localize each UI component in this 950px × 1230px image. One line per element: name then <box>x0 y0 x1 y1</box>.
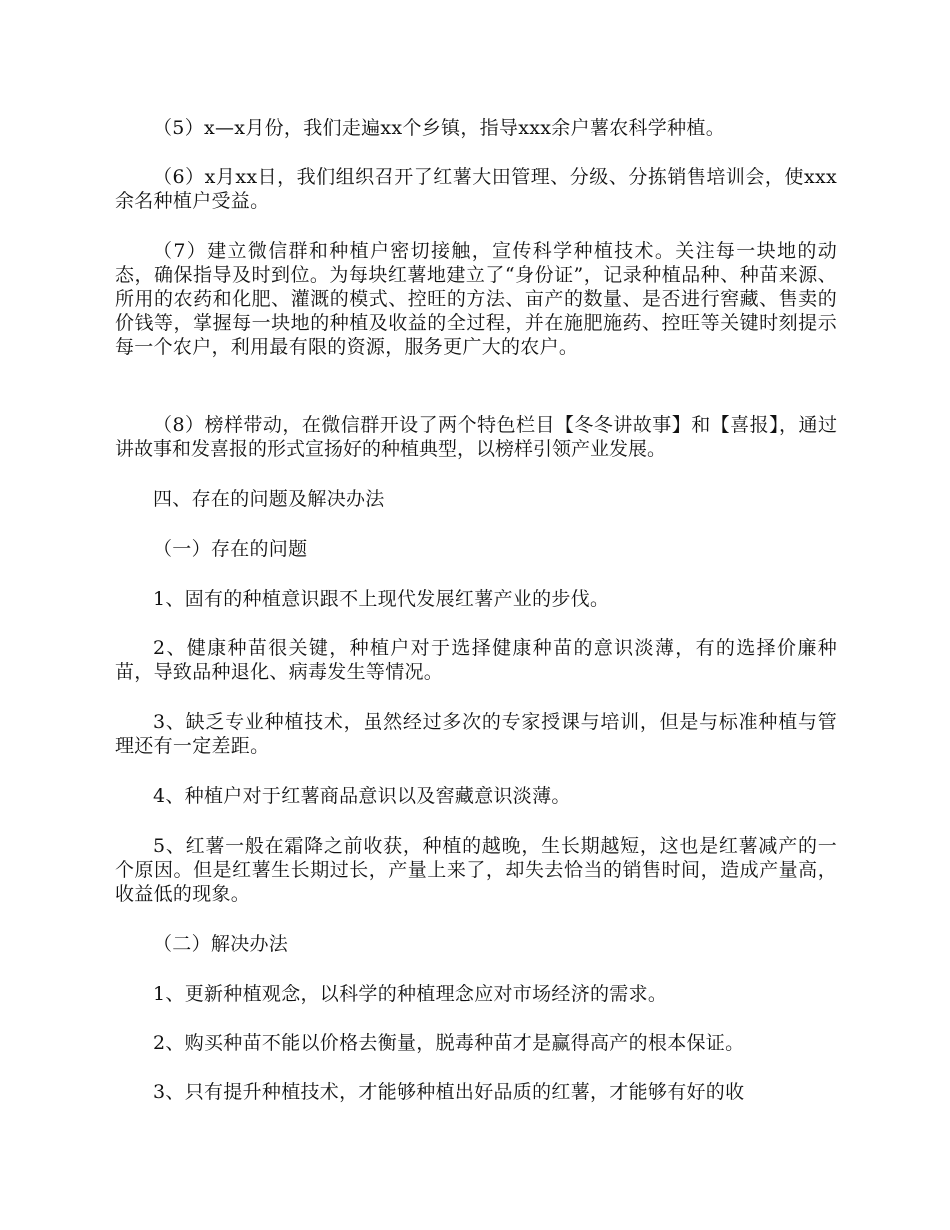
subheading-existing-problems: （一）存在的问题 <box>153 538 308 560</box>
solution-item-3: 3、只有提升种植技术，才能够种植出好品质的红薯，才能够有好的收 <box>153 1081 745 1103</box>
paragraph-item-8: （8）榜样带动，在微信群开设了两个特色栏目【冬冬讲故事】和【喜报】，通过讲故事和发喜报的形式宣扬好的种植典型，以榜样引领产业发展。 <box>115 414 837 460</box>
problem-item-1: 1、固有的种植意识跟不上现代发展红薯产业的步伐。 <box>153 588 610 610</box>
subheading-solutions: （二）解决办法 <box>153 933 289 955</box>
problem-item-5: 5、红薯一般在霜降之前收获，种植的越晚，生长期越短，这也是红薯减产的一个原因。但是红薯生长期过长，产量上来了，却失去恰当的销售时间，造成产量高，收益低的现象。 <box>115 835 837 905</box>
problem-item-3: 3、缺乏专业种植技术，虽然经过多次的专家授课与培训，但是与标准种植与管理还有一定差距。 <box>115 711 837 757</box>
problem-item-4: 4、种植户对于红薯商品意识以及窖藏意识淡薄。 <box>153 785 571 807</box>
paragraph-item-6: （6）x月xx日，我们组织召开了红薯大田管理、分级、分拣销售培训会，使xxx余名种植户受益。 <box>115 166 837 212</box>
solution-item-1: 1、更新种植观念，以科学的种植理念应对市场经济的需求。 <box>153 983 668 1005</box>
solution-item-2: 2、购买种苗不能以价格去衡量，脱毒种苗才是赢得高产的根本保证。 <box>153 1032 745 1054</box>
paragraph-item-5: （5）x—x月份，我们走遍xx个乡镇，指导xxx余户薯农科学种植。 <box>153 117 725 139</box>
problem-item-2: 2、健康种苗很关键，种植户对于选择健康种苗的意识淡薄，有的选择价廉种苗，导致品种退化、病毒发生等情况。 <box>115 637 837 683</box>
paragraph-item-7: （7）建立微信群和种植户密切接触，宣传科学种植技术。关注每一块地的动态，确保指导及时到位。为每块红薯地建立了“身份证”，记录种植品种、种苗来源、所用的农药和化肥、灌溉的模式、控旺的方法、亩产的数量、是否进行窖藏、售卖的价钱等，掌握每一块地的种植及收益的全过程，并在施肥施药、控旺等关键时刻提示每一个农户，利用最有限的资源，服务更广大的农户。 <box>115 240 837 358</box>
section-heading-issues-and-solutions: 四、存在的问题及解决办法 <box>153 488 385 510</box>
